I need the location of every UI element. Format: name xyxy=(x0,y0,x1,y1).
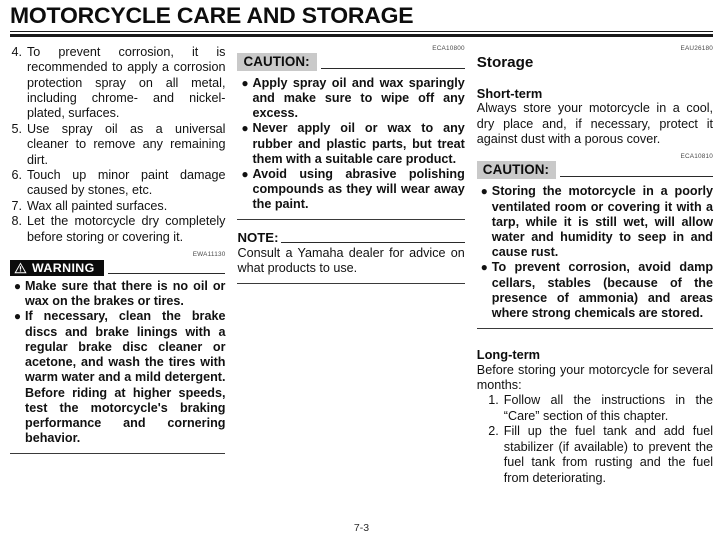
note-label: NOTE: xyxy=(237,229,279,245)
list-item xyxy=(477,260,713,321)
warning-rule xyxy=(108,273,226,274)
list-item-text: Storing the motorcycle in a poorly ventilated room or covering it with a tarp, while it is still wet, will allow water and humidity to seep in and cause rust. xyxy=(491,184,714,260)
storage-caution-bullet-list xyxy=(477,184,713,321)
list-item-text: Avoid using abrasive polishing compounds as they will wear away the paint. xyxy=(252,167,465,212)
note-header xyxy=(237,230,464,245)
bullet-icon: ● xyxy=(241,167,249,182)
list-item xyxy=(10,279,225,309)
list-item-text: Make sure that there is no oil or wax on the brakes or tires. xyxy=(25,279,226,309)
list-item-text: Use spray oil as a universal cleaner to remove any remaining dirt. xyxy=(27,121,226,167)
list-item xyxy=(10,309,225,446)
list-item-text: Touch up minor paint damage caused by stones, etc. xyxy=(27,168,226,198)
short-term-title: Short-term xyxy=(476,85,543,101)
caution-bullet-list xyxy=(237,76,464,213)
storage-caution-doc-code: ECA10810 xyxy=(680,153,714,161)
header-rule-thin xyxy=(10,31,713,32)
spacer xyxy=(237,220,464,230)
caution-label: CAUTION: xyxy=(477,161,556,179)
list-item-text: Fill up the fuel tank and add fuel stabilizer (if available) to prevent the fuel tank from rusting and the fuel from deteriorating. xyxy=(503,424,714,485)
list-item-text: Follow all the instructions in the “Care” section of this chapter. xyxy=(503,393,714,423)
list-item xyxy=(10,199,225,214)
long-term-intro: Before storing your motorcycle for several months: xyxy=(476,362,714,393)
bullet-icon: ● xyxy=(13,309,22,324)
page-number: 7-3 xyxy=(353,522,370,534)
list-item-text: Wax all painted surfaces. xyxy=(27,198,168,213)
list-item xyxy=(237,121,464,167)
page-footer xyxy=(0,522,723,534)
bullet-icon: ● xyxy=(480,184,488,199)
caution-header xyxy=(237,53,464,71)
list-item-text: Let the motorcycle dry completely before storing or covering it. xyxy=(27,214,226,244)
list-item-text: To prevent corrosion, it is recommended to apply a corrosion protection spray on all metal, including chrome- and nickel-plated, surfaces. xyxy=(27,44,226,121)
warning-doc-code: EWA11130 xyxy=(192,251,226,259)
note-bottom-rule xyxy=(237,283,464,284)
storage-doc-code: EAU26180 xyxy=(680,44,714,52)
long-term-steps-list xyxy=(477,393,713,485)
list-item-text: To prevent corrosion, avoid damp cellars, stables (because of the presence of ammonia) and areas where strong chemicals are stored. xyxy=(491,260,714,321)
warning-bottom-rule xyxy=(10,453,225,454)
page-title: MOTORCYCLE CARE AND STORAGE xyxy=(10,3,414,28)
right-column xyxy=(477,45,713,513)
left-column xyxy=(10,45,237,513)
list-item xyxy=(237,76,464,122)
caution-label: CAUTION: xyxy=(237,53,316,71)
note-rule xyxy=(281,242,465,243)
list-item-number: 2. xyxy=(488,424,499,439)
list-item-number: 6. xyxy=(11,168,22,183)
care-steps-list xyxy=(10,45,225,245)
list-item xyxy=(237,167,464,213)
list-item xyxy=(10,168,225,199)
warning-bullet-list xyxy=(10,279,225,446)
list-item-number: 1. xyxy=(488,393,499,408)
storage-caution-header xyxy=(477,161,713,179)
page-header xyxy=(10,0,713,37)
three-column-body xyxy=(10,45,713,513)
list-item xyxy=(10,122,225,168)
caution-rule xyxy=(321,68,465,69)
list-item-text: Never apply oil or wax to any rubber and plastic parts, but treat them with a suitable care product. xyxy=(252,121,465,166)
note-text: Consult a Yamaha dealer for advice on what products to use. xyxy=(237,245,465,276)
bullet-icon: ● xyxy=(241,121,249,136)
warning-triangle-icon xyxy=(14,262,27,274)
list-item-text: Apply spray oil and wax sparingly and make sure to wipe off any excess. xyxy=(252,75,465,121)
warning-badge xyxy=(10,260,104,276)
list-item-number: 4. xyxy=(11,44,22,59)
list-item-number: 5. xyxy=(11,121,22,136)
list-item xyxy=(10,214,225,245)
spacer xyxy=(477,329,713,347)
list-item xyxy=(477,184,713,260)
list-item xyxy=(487,393,713,424)
short-term-text: Always store your motorcycle in a cool, dry place and, if necessary, protect it against dust with a porous cover. xyxy=(476,101,714,147)
warning-label: WARNING xyxy=(32,260,95,275)
list-item-number: 7. xyxy=(11,198,22,213)
list-item xyxy=(10,45,225,122)
list-item-number: 8. xyxy=(11,214,22,229)
bullet-icon: ● xyxy=(480,260,488,275)
caution-doc-code: ECA10800 xyxy=(432,44,465,52)
warning-header xyxy=(10,260,225,276)
header-rule-thick xyxy=(10,34,713,37)
middle-column xyxy=(237,45,476,513)
spacer xyxy=(477,72,713,86)
storage-section-title: Storage xyxy=(476,53,534,71)
caution-rule xyxy=(560,176,713,177)
list-item-text: If necessary, clean the brake discs and brake linings with a regular brake disc cleaner or acetone, and wash the tires with warm water and a mild detergent. Before riding at higher speeds, test the motorcycle's braking performance and cornering behavior. xyxy=(25,309,226,446)
list-item xyxy=(487,424,713,486)
bullet-icon: ● xyxy=(13,279,22,294)
long-term-title: Long-term xyxy=(476,347,541,363)
bullet-icon: ● xyxy=(241,75,249,90)
